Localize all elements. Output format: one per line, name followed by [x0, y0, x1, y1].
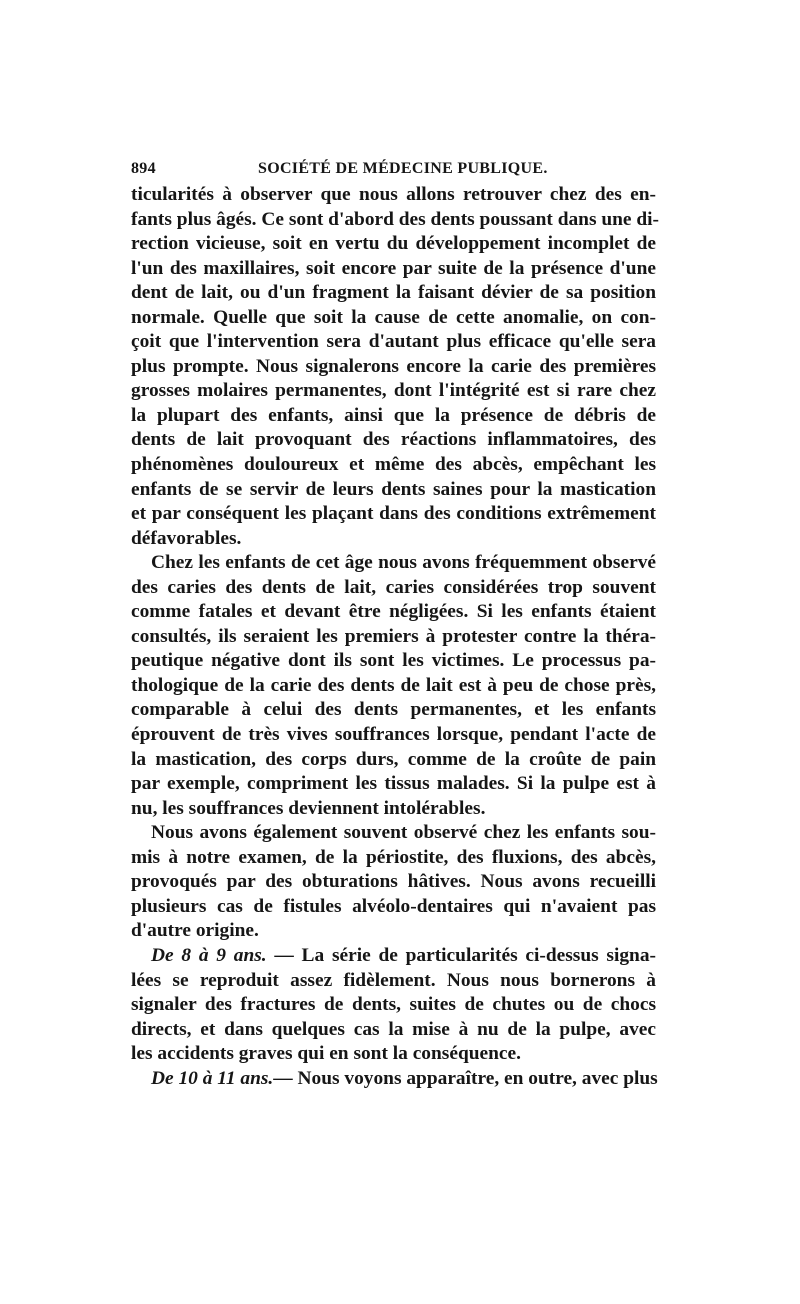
text-line: éprouvent de très vives souffrances lorsque, pendant l'acte de: [131, 724, 656, 746]
text-line: [131, 1067, 656, 1092]
body-text: [131, 183, 660, 1091]
text-line: fants plus âgés. Ce sont d'abord des dents poussant dans une di-: [131, 208, 660, 230]
text-line: par exemple, compriment les tissus malades. Si la pulpe est à: [131, 773, 656, 795]
text-line: provoqués par des obturations hâtives. Nous avons recueilli: [131, 871, 656, 893]
paragraph: [131, 551, 656, 821]
text-line: plus prompte. Nous signalerons encore la carie des premières: [131, 355, 656, 377]
section-lead: De 10 à 11 ans.: [151, 1067, 274, 1089]
text-line: nu, les souffrances deviennent intolérables.: [131, 797, 486, 819]
text-line: grosses molaires permanentes, dont l'intégrité est si rare chez: [131, 380, 656, 402]
text-line: normale. Quelle que soit la cause de cette anomalie, on con-: [131, 306, 656, 328]
text-line: comme fatales et devant être négligées. Si les enfants étaient: [131, 601, 656, 623]
text-line: thologique de la carie des dents de lait est à peu de chose près,: [131, 674, 656, 696]
paragraph: [131, 821, 656, 944]
section-lead: De 8 à 9 ans.: [151, 944, 267, 966]
text-line: dents de lait provoquant des réactions inflammatoires, des: [131, 429, 656, 451]
page-number: 894: [131, 160, 156, 177]
text-line: comparable à celui des dents permanentes, et les enfants: [131, 699, 656, 721]
text-line: Chez les enfants de cet âge nous avons fréquemment observé: [151, 552, 656, 574]
text-line: d'autre origine.: [131, 920, 259, 942]
text-line: ticularités à observer que nous allons retrouver chez des en-: [131, 184, 656, 205]
text-line: directs, et dans quelques cas la mise à nu de la pulpe, avec: [131, 1018, 656, 1040]
text-line: çoit que l'intervention sera d'autant plus efficace qu'elle sera: [131, 331, 656, 353]
text-line: dent de lait, ou d'un fragment la faisant dévier de sa position: [131, 282, 656, 304]
text-line: plusieurs cas de fistules alvéolo-dentaires qui n'avaient pas: [131, 895, 656, 917]
text-line: consultés, ils seraient les premiers à protester contre la théra-: [131, 625, 656, 647]
text-line: rection vicieuse, soit en vertu du développement incomplet de: [131, 233, 656, 255]
text-line: et par conséquent les plaçant dans des conditions extrêmement: [131, 503, 656, 525]
text-line: défavorables.: [131, 527, 242, 549]
text-line: la mastication, des corps durs, comme de la croûte de pain: [131, 748, 656, 770]
text-line: phénomènes douloureux et même des abcès, empêchant les: [131, 454, 656, 476]
text-line: peutique négative dont ils sont les victimes. Le processus pa-: [131, 650, 656, 672]
running-head: [131, 160, 656, 184]
text-line: signaler des fractures de dents, suites de chutes ou de chocs: [131, 994, 656, 1016]
paragraph: [131, 944, 656, 1067]
text-line: lées se reproduit assez fidèlement. Nous nous bornerons à: [131, 969, 656, 991]
text-run: — Nous voyons apparaître, en outre, avec plus: [273, 1067, 658, 1089]
paragraph: [131, 183, 660, 551]
text-line: la plupart des enfants, ainsi que la présence de débris de: [131, 404, 656, 426]
text-line: des caries des dents de lait, caries considérées trop souvent: [131, 576, 656, 598]
text-run: — La série de particularités ci-dessus signa-: [266, 944, 656, 966]
paragraph: [131, 1067, 656, 1092]
text-line: [131, 944, 656, 969]
text-line: l'un des maxillaires, soit encore par suite de la présence d'une: [131, 257, 656, 279]
text-line: Nous avons également souvent observé chez les enfants sou-: [151, 822, 656, 844]
running-title: SOCIÉTÉ DE MÉDECINE PUBLIQUE.: [258, 160, 548, 177]
text-line: les accidents graves qui en sont la conséquence.: [131, 1043, 521, 1065]
text-line: mis à notre examen, de la périostite, des fluxions, des abcès,: [131, 846, 656, 868]
text-line: enfants de se servir de leurs dents saines pour la mastication: [131, 478, 656, 500]
